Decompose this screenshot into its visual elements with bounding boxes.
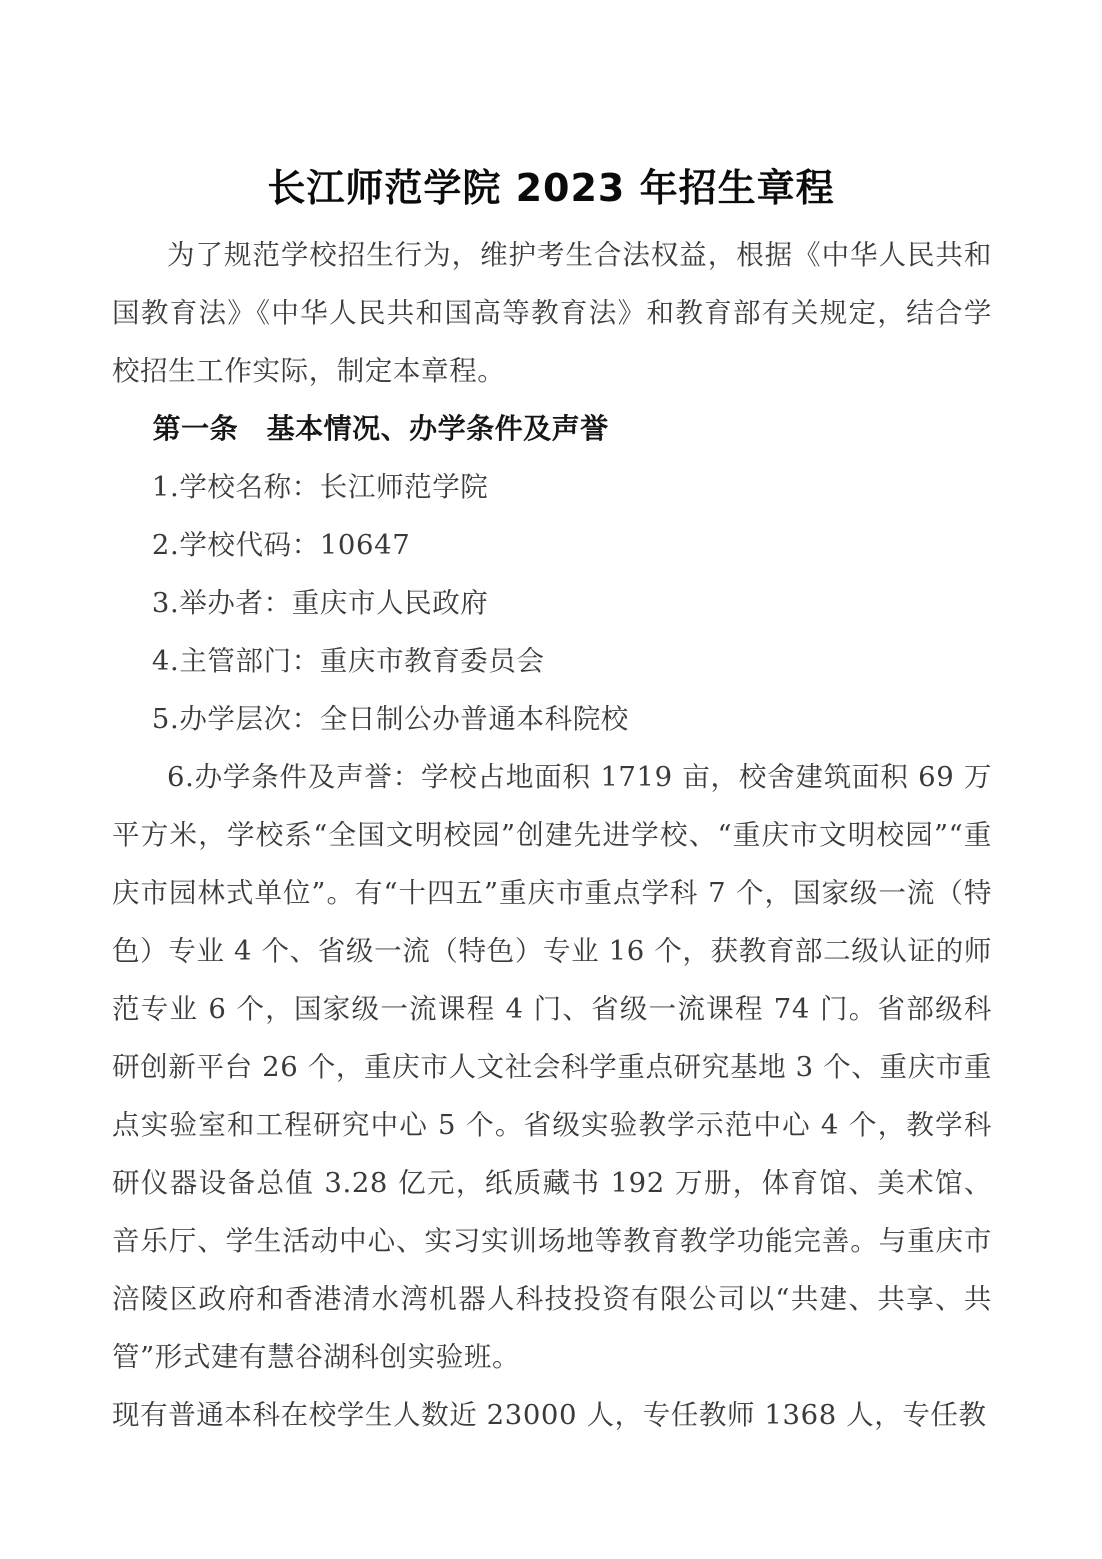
list-item: 2.学校代码：10647 — [151, 529, 411, 561]
list-item: 1.学校名称：长江师范学院 — [151, 471, 489, 503]
preamble-paragraph: 为了规范学校招生行为，维护考生合法权益，根据《中华人民共和国教育法》《中华人民共和国高等教育法》和教育部有关规定，结合学校招生工作实际，制定本章程。 — [112, 239, 992, 387]
list-item-6-paragraph: 6.办学条件及声誉：学校占地面积 1719 亩，校舍建筑面积 69 万平方米，学校系“全国文明校园”创建先进学校、“重庆市文明校园”“重庆市园林式单位”。有“十四五”重庆市重点学科 7 个，国家级一流（特色）专业 4 个、省级一流（特色）专业 16 个，获教育部二级认证的师范专业 6 个，国家级一流课程 4 门、省级一流课程 74 门。省部级科研创新平台 26 个，重庆市人文社会科学重点研究基地 3 个、重庆市重点实验室和工程研究中心 5 个。省级实验教学示范中心 4 个，教学科研仪器设备总值 3.28 亿元，纸质藏书 192 万册，体育馆、美术馆、音乐厅、学生活动中心、实习实训场地等教育教学功能完善。与重庆市涪陵区政府和香港清水湾机器人科技投资有限公司以“共建、共享、共管”形式建有慧谷湖科创实验班。 — [112, 761, 992, 1373]
document-body — [112, 226, 992, 1444]
list-item: 5.办学层次：全日制公办普通本科院校 — [151, 703, 629, 735]
list-item: 4.主管部门：重庆市教育委员会 — [151, 645, 545, 677]
list-item: 3.举办者：重庆市人民政府 — [151, 587, 489, 619]
list-item-6-continued: 现有普通本科在校学生人数近 23000 人，专任教师 1368 人，专任教 — [112, 1399, 987, 1431]
section-heading-article-1: 第一条 基本情况、办学条件及声誉 — [152, 412, 609, 445]
document-title: 长江师范学院 2023 年招生章程 — [267, 166, 835, 211]
